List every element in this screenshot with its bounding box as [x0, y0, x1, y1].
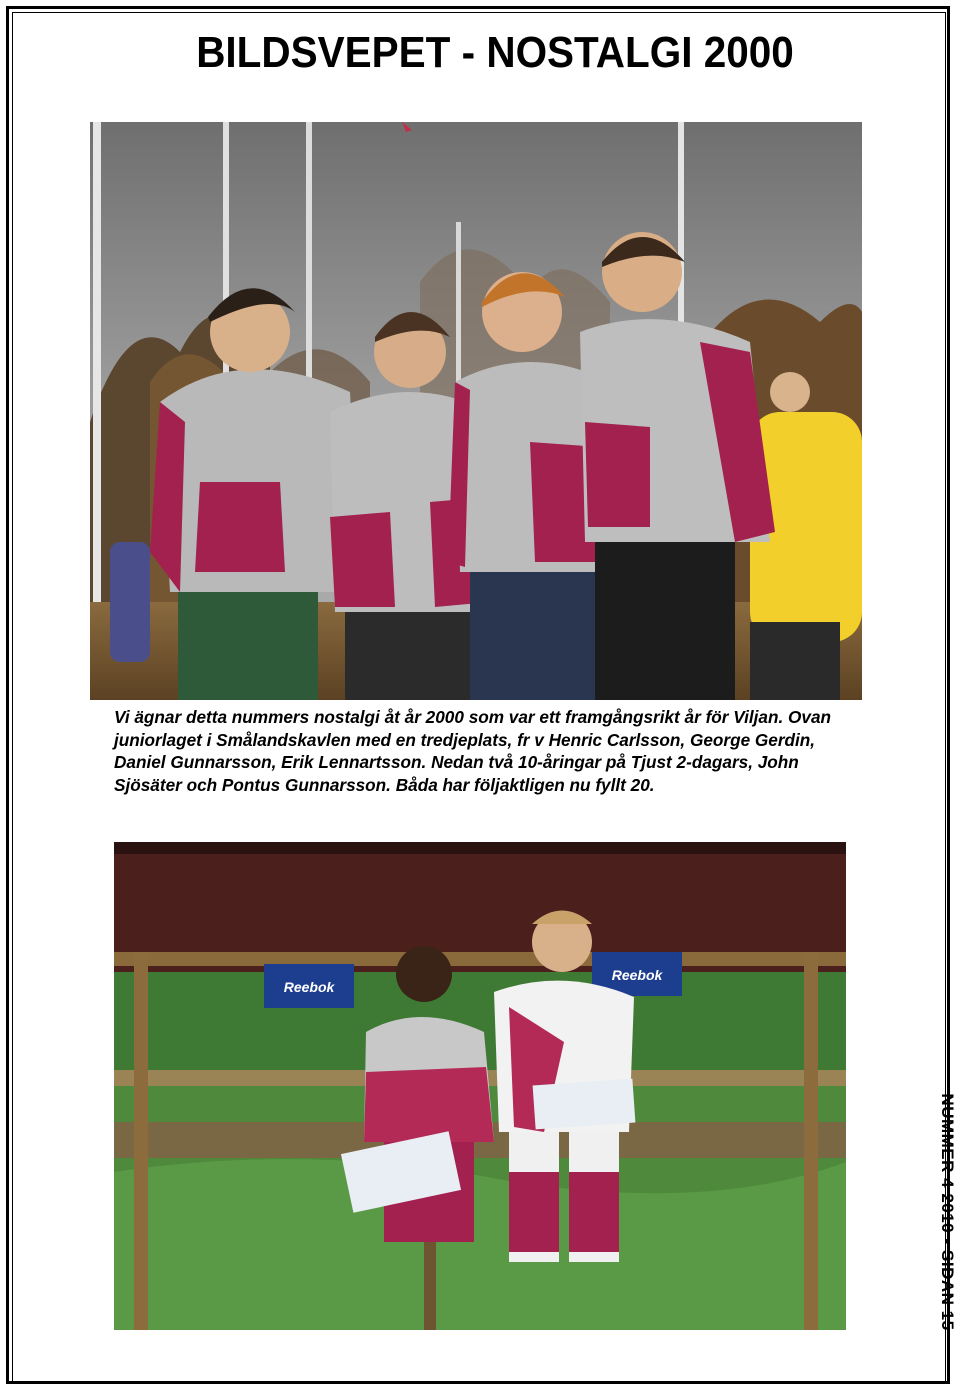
reebok-sign-right: Reebok [611, 967, 663, 983]
page-footer [932, 1088, 960, 1336]
photo-junior-team [90, 122, 862, 700]
photo-ten-year-olds [114, 842, 846, 1330]
page-title: BILDSVEPET - NOSTALGI 2000 [196, 28, 794, 77]
reebok-sign-left: Reebok [283, 979, 335, 995]
photo-caption: Vi ägnar detta nummers nostalgi åt år 2000 som var ett framgångsrikt år för Viljan. Ovan juniorlaget i Smålandskavlen med en tredjeplats, fr v Henric Carlsson, George Gerdin, Daniel Gunnarsson, Erik Lennartsson. Nedan två 10-åringar på Tjust 2-dagars, John Sjösäter och Pontus Gunnarsson. Båda har följaktligen nu fyllt 20. [114, 707, 832, 795]
issue-page-label: NUMMER 4 2010 • SIDAN 15 [938, 1093, 957, 1331]
